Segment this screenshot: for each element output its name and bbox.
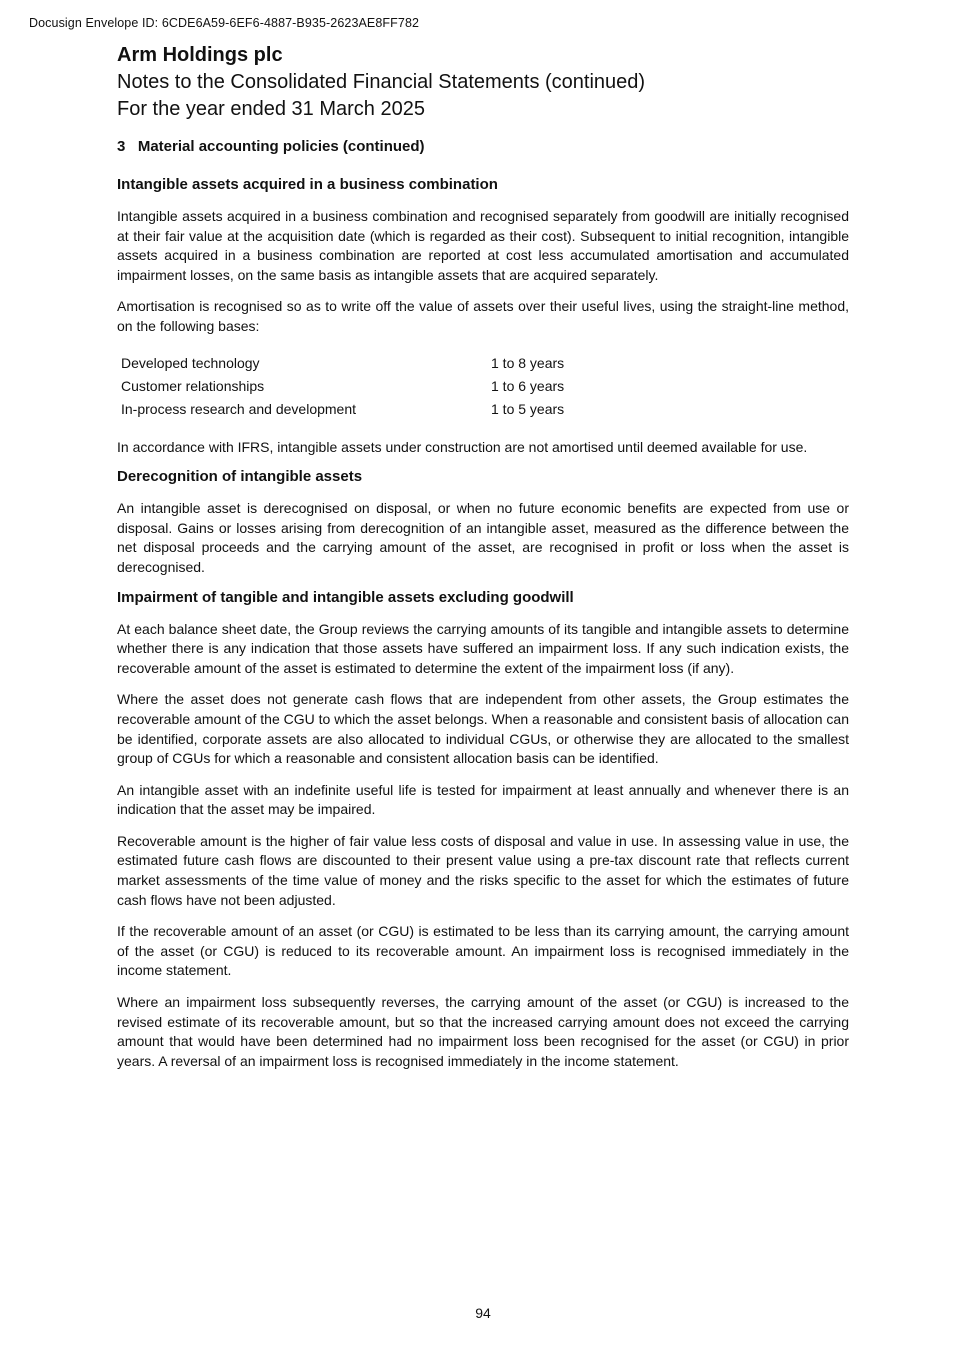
asset-class: Developed technology bbox=[121, 354, 260, 371]
asset-class: In-process research and development bbox=[121, 400, 357, 417]
useful-life: 1 to 5 years bbox=[491, 400, 565, 417]
table-row bbox=[117, 353, 568, 376]
heading-impairment: Impairment of tangible and intangible assets excluding goodwill bbox=[117, 588, 574, 606]
table-row bbox=[117, 376, 568, 399]
paragraph: In accordance with IFRS, intangible assets under construction are not amortised until deemed available for use. bbox=[117, 438, 808, 455]
paragraph: If the recoverable amount of an asset (or CGU) is estimated to be less than its carrying amount, the carrying amount of the asset (or CGU) is reduced to its recoverable amount. An impairment loss is recognised immediately in the income statement. bbox=[117, 923, 849, 979]
document-body bbox=[117, 42, 849, 1071]
company-name: Arm Holdings plc bbox=[117, 44, 283, 66]
document-subtitle: Notes to the Consolidated Financial Statements (continued) bbox=[117, 71, 646, 93]
paragraph: An intangible asset with an indefinite useful life is tested for impairment at least annually and whenever there is an indication that the asset may be impaired. bbox=[117, 781, 849, 818]
reporting-period: For the year ended 31 March 2025 bbox=[117, 98, 425, 120]
docusign-envelope-id: Docusign Envelope ID: 6CDE6A59-6EF6-4887-B935-2623AE8FF782 bbox=[29, 16, 420, 30]
amortisation-bases-table bbox=[117, 353, 568, 422]
paragraph: Where the asset does not generate cash flows that are independent from other assets, the Group estimates the recoverable amount of the CGU to which the asset belongs. When a reasonable and consistent basis of allocation can be identified, corporate assets are also allocated to individual CGUs, or otherwise they are allocated to the smallest group of CGUs for which a reasonable and consistent allocation basis can be identified. bbox=[117, 691, 849, 767]
useful-life: 1 to 8 years bbox=[491, 354, 565, 371]
paragraph: Amortisation is recognised so as to write off the value of assets over their useful lives, using the straight-line method, on the following bases: bbox=[117, 298, 849, 334]
table-row bbox=[117, 399, 568, 422]
heading-intangible-acquired: Intangible assets acquired in a business combination bbox=[117, 176, 498, 193]
section-title: 3 Material accounting policies (continued) bbox=[117, 138, 425, 155]
page-number: 94 bbox=[475, 1305, 491, 1321]
paragraph: An intangible asset is derecognised on disposal, or when no future economic benefits are expected from use or disposal. Gains or losses arising from derecognition of an intangible asset, measured as the difference between the net disposal proceeds and the carrying amount of the asset, are recognised in profit or loss when the asset is derecognised. bbox=[117, 500, 849, 575]
paragraph: Intangible assets acquired in a business combination and recognised separately from goodwill are initially recognised at their fair value at the acquisition date (which is regarded as their cost). Subsequent to initial recognition, intangible assets acquired in a business combination are reported at cost less accumulated amortisation and accumulated impairment losses, on the same basis as intangible assets that are acquired separately. bbox=[117, 208, 849, 283]
asset-class: Customer relationships bbox=[121, 377, 265, 394]
paragraph: Recoverable amount is the higher of fair value less costs of disposal and value in use. In assessing value in use, the estimated future cash flows are discounted to their present value using a pre-tax discount rate that reflects current market assessments of the time value of money and the risks specific to the asset for which the estimates of future cash flows have not been adjusted. bbox=[117, 832, 849, 908]
paragraph: Where an impairment loss subsequently reverses, the carrying amount of the asset (or CGU) is increased to the revised estimate of its recoverable amount, but so that the increased carrying amount does not exceed the carrying amount that would have been determined had no impairment loss been recognised for the asset (or CGU) in prior years. A reversal of an impairment loss is recognised immediately in the income statement. bbox=[117, 994, 849, 1069]
paragraph: At each balance sheet date, the Group reviews the carrying amounts of its tangible and intangible assets to determine whether there is any indication that those assets have suffered an impairment loss. If any such indication exists, the recoverable amount of the asset is estimated to determine the extent of the impairment loss (if any). bbox=[117, 620, 849, 676]
useful-life: 1 to 6 years bbox=[491, 377, 565, 394]
heading-derecognition: Derecognition of intangible assets bbox=[117, 468, 363, 486]
